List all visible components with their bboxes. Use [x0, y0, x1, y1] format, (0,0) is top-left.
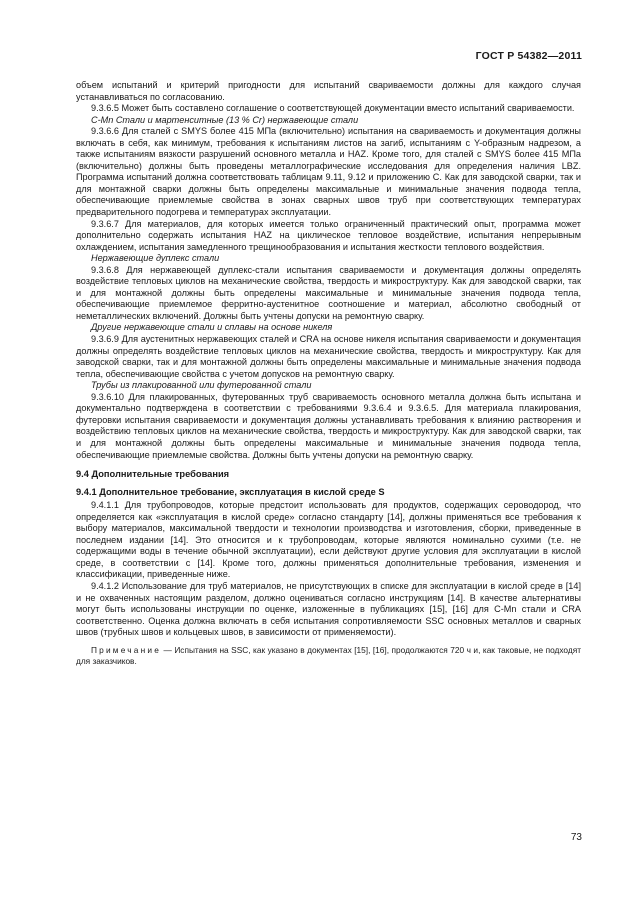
- body-paragraph: объем испытаний и критерий пригодности для испытаний свариваемости должны для каждого случая устанавливаться по согласованию.: [76, 80, 581, 102]
- page-number: 73: [570, 832, 582, 843]
- subsection-heading: Нержавеющие дуплекс стали: [91, 253, 220, 264]
- subsection-heading: Трубы из плакированной или футерованной стали: [91, 380, 312, 391]
- body-paragraph: 9.4.1.2 Использование для труб материалов, не присутствующих в списке для эксплуатации в кислой среде в [14] и не охваченных настоящим разделом, должно оцениваться согласно инструкциям [14]. В качестве альтернативы могут быть использованы инструкции по оценке, изложенные в публикациях [15], [16] для C-Mn стали и CRA соответственно. Оценка должна включать в себя испытания сопротивляемости SSC основных металлов и сварных швов (трубных швов и кольцевых швов, в зависимости от применяемости).: [76, 580, 581, 638]
- body-paragraph: 9.3.6.5 Может быть составлено соглашение о соответствующей документации вместо испытаний свариваемости.: [91, 103, 575, 114]
- document-body: [76, 80, 581, 667]
- body-paragraph: 9.3.6.6 Для сталей с SMYS более 415 МПа (включительно) испытания на свариваемость и документация должны включать в себя, как минимум, требования к испытаниям листов на загиб, испытаниям с Y-образным надрезом, а также испытаниям вязкости разрушений основного металла и HAZ. Кроме того, для сталей с SMYS более 415 МПа (включительно) должны быть проведены металлографические исследования для определения наличия LBZ. Программа испытаний должна соответствовать таблицам 9.11, 9.12 и приложению C. Как для заводской сварки, так и для монтажной сварки должны быть определены максимальные и минимальные значения подвода тепла, обеспечивающие приемлемые свойства в зонах сварных швов труб при соответствующих температурах предварительного подогрева и температурах эксплуатации.: [76, 126, 581, 218]
- body-paragraph: 9.3.6.7 Для материалов, для которых имеется только ограниченный практический опыт, программа может дополнительно содержать испытания HAZ на циклическое тепловое воздействие, испытания непрерывным охлаждением, испытания замедленного трещинообразования и испытания жесткости теплового воздействия.: [76, 218, 581, 252]
- note-label: Примечание: [91, 644, 162, 655]
- body-paragraph: 9.3.6.8 Для нержавеющей дуплекс-стали испытания свариваемости и документация должны определять воздействие тепловых циклов на механические свойства, твердость и микроструктуру. Как для заводской сварки, так и для монтажной должны быть определены максимальные и минимальные значения подвода тепла, обеспечивающие приемлемое ферритно-аустенитное соотношение и материал, абсолютно свободный от неметаллических включений. Должны быть учтены допуски на ремонтную сварку.: [76, 264, 581, 321]
- subsection-title: 9.4.1 Дополнительное требование, эксплуатация в кислой среде S: [76, 486, 385, 497]
- body-paragraph: 9.3.6.9 Для аустенитных нержавеющих сталей и CRA на основе никеля испытания свариваемости и документация должны определять воздействие тепловых циклов на механические свойства, твердость и микроструктуру. Как для заводской сварки, так и для монтажной должны быть определены максимальные и минимальные значения подвода тепла, обеспечивающие свойства с учетом допусков на ремонтную сварку.: [76, 334, 581, 379]
- subsection-heading: Другие нержавеющие стали и сплавы на основе никеля: [91, 322, 333, 333]
- subsection-heading: C-Mn Стали и мартенситные (13 % Cr) нержавеющие стали: [91, 114, 359, 125]
- note-text: — Испытания на SSC, как указано в документах [15], [16], продолжаются 720 ч и, как таковые, не подходят для заказчиков.: [76, 644, 581, 666]
- body-paragraph: 9.4.1.1 Для трубопроводов, которые предстоит использовать для продуктов, содержащих сероводород, что определяется как «эксплуатация в кислой среде» согласно стандарту [14], должны применяться все требования к выбору материалов, максимальной твердости и технологии производства и изготовления, сборки, приведенные в последнем издании [14]. Это относится и к трубопроводам, которые являются номинально сухими (т.е. не содержащими воды в течение обычной эксплуатации), если действуют другие условия для эксплуатации в кислой среде, в соответствии с [14]. Кроме того, должны применяться дополнительные требования, изменения и классификации, приведенные ниже.: [76, 500, 581, 580]
- body-paragraph: 9.3.6.10 Для плакированных, футерованных труб свариваемость основного металла должна быть испытана и документально подтверждена в соответствии с требованиями 9.3.6.4 и 9.3.6.5. Для материала плакирования, футеровки испытания свариваемости и документация должны устанавливать требования к влиянию растворения и воздействию тепловых циклов на механические свойства, твердость и микроструктуру. Как для заводской сварки, так и для монтажной должны быть определены максимальные и минимальные значения подвода тепла, обеспечивающие приемлемые свойства. Должны быть учтены допуски на ремонтную сварку.: [76, 391, 581, 460]
- document-code-header: ГОСТ Р 54382—2011: [475, 50, 582, 62]
- section-heading: 9.4 Дополнительные требования: [76, 469, 230, 480]
- note-paragraph: [76, 645, 581, 667]
